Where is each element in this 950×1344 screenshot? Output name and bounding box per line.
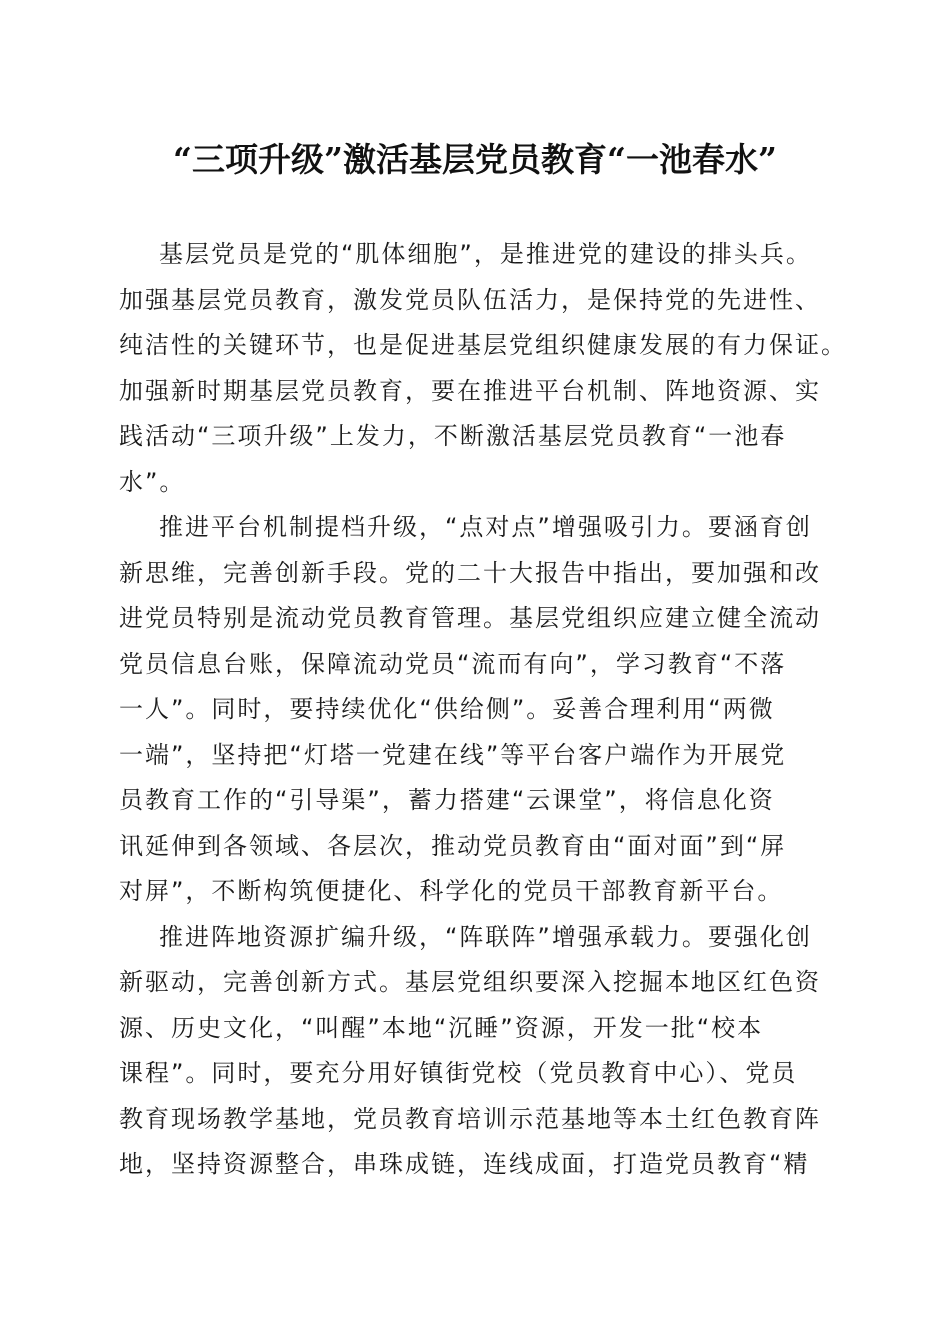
paragraph-2-line-3: 进党员特别是流动党员教育管理。基层党组织应建立健全流动 [119, 604, 821, 632]
paragraph-1-line-1: 基层党员是党的“肌体细胞”，是推进党的建设的排头兵。 [159, 240, 812, 268]
paragraph-1-line-3: 纯洁性的关键环节，也是促进基层党组织健康发展的有力保证。 [119, 331, 847, 359]
paragraph-3-line-1: 推进阵地资源扩编升级，“阵联阵”增强承载力。要强化创 [159, 922, 812, 951]
paragraph-3-line-3: 源、历史文化，“叫醒”本地“沉睡”资源，开发一批“校本 [119, 1013, 764, 1042]
paragraph-2-line-8: 讯延伸到各领域、各层次，推动党员教育由“面对面”到“屏 [119, 831, 787, 860]
paragraph-2-line-4: 党员信息台账，保障流动党员“流而有向”，学习教育“不落 [119, 649, 787, 678]
paragraph-2-line-5: 一人”。同时，要持续优化“供给侧”。妥善合理利用“两微 [119, 695, 775, 723]
paragraph-3-line-6: 地，坚持资源整合，串珠成链，连线成面，打造党员教育“精 [119, 1150, 810, 1178]
document-body [119, 232, 847, 1188]
paragraph-2-line-2: 新思维，完善创新手段。党的二十大报告中指出，要加强和改 [119, 558, 821, 587]
paragraph-2-line-9: 对屏”，不断构筑便捷化、科学化的党员干部教育新平台。 [119, 877, 784, 905]
paragraph-1-line-2: 加强基层党员教育，激发党员队伍活力，是保持党的先进性、 [119, 285, 821, 314]
document-title: “三项升级”激活基层党员教育“一池春水” [173, 140, 777, 179]
paragraph-2-line-1: 推进平台机制提档升级，“点对点”增强吸引力。要涵育创 [159, 513, 812, 541]
paragraph-3-line-4: 课程”。同时，要充分用好镇街党校（党员教育中心）、党员 [119, 1059, 798, 1087]
paragraph-2-line-7: 员教育工作的“引导渠”，蓄力搭建“云课堂”，将信息化资 [119, 786, 775, 814]
paragraph-3-line-5: 教育现场教学基地，党员教育培训示范基地等本土红色教育阵 [119, 1104, 821, 1133]
paragraph-2-line-6: 一端”，坚持把“灯塔一党建在线”等平台客户端作为开展党 [119, 740, 787, 769]
paragraph-1-line-4: 加强新时期基层党员教育，要在推进平台机制、阵地资源、实 [119, 376, 821, 405]
paragraph-3-line-2: 新驱动，完善创新方式。基层党组织要深入挖掘本地区红色资 [119, 968, 821, 996]
paragraph-1-line-5: 践活动“三项升级”上发力，不断激活基层党员教育“一池春 [119, 422, 787, 450]
paragraph-1-line-6: 水”。 [119, 467, 186, 496]
